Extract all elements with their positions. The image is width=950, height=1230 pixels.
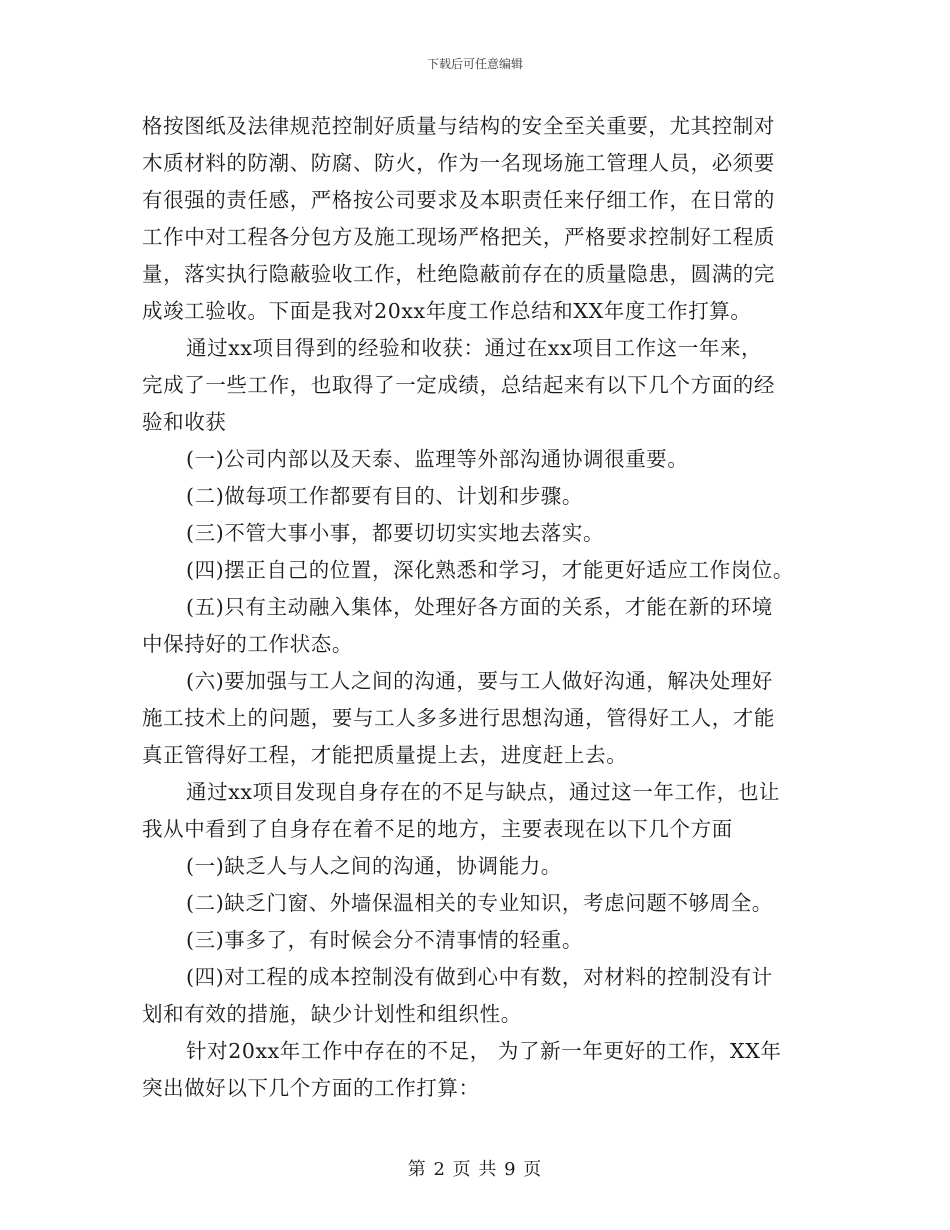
text-line: 木质材料的防潮、防腐、防火，作为一名现场施工管理人员，必须要: [142, 151, 775, 175]
text-line: (五)只有主动融入集体，处理好各方面的关系，才能在新的环境: [186, 595, 773, 619]
text-line: (一)缺乏人与人之间的沟通，协调能力。: [186, 854, 562, 878]
text-line: (四)对工程的成本控制没有做到心中有数，对材料的控制没有计: [186, 965, 773, 989]
text-line: (一)公司内部以及天泰、监理等外部沟通协调很重要。: [186, 447, 689, 471]
text-line: 量，落实执行隐蔽验收工作，杜绝隐蔽前存在的质量隐患，圆满的完: [142, 262, 775, 286]
text-line: (六)要加强与工人之间的沟通，要与工人做好沟通，解决处理好: [186, 669, 773, 693]
text-line: 验和收获: [142, 410, 227, 434]
text-line: 突出做好以下几个方面的工作打算：: [142, 1076, 480, 1100]
text-line: (二)做每项工作都要有目的、计划和步骤。: [186, 484, 583, 508]
text-line: 真正管得好工程，才能把质量提上去，进度赶上去。: [142, 743, 628, 767]
text-line: 针对20xx年工作中存在的不足， 为了新一年更好的工作，XX年: [186, 1039, 782, 1063]
text-line: 有很强的责任感，严格按公司要求及本职责任来仔细工作，在日常的: [142, 188, 775, 212]
text-line: 工作中对工程各分包方及施工现场严格把关，严格要求控制好工程质: [142, 225, 775, 249]
document-body: [142, 108, 810, 1107]
text-line: 成竣工验收。下面是我对20xx年度工作总结和XX年度工作打算。: [142, 299, 752, 323]
text-line: 格按图纸及法律规范控制好质量与结构的安全至关重要，尤其控制对: [142, 114, 775, 138]
text-line: 我从中看到了自身存在着不足的地方，主要表现在以下几个方面: [142, 817, 733, 841]
text-line: 施工技术上的问题，要与工人多多进行思想沟通，管得好工人，才能: [142, 706, 775, 730]
page-footer: 第 2 页 共 9 页: [407, 1159, 543, 1180]
page-header: 下载后可任意编辑: [426, 57, 523, 71]
text-line: (四)摆正自己的位置，深化熟悉和学习，才能更好适应工作岗位。: [186, 558, 794, 582]
text-line: 划和有效的措施，缺少计划性和组织性。: [142, 1002, 522, 1026]
text-line: (三)事多了，有时候会分不清事情的轻重。: [186, 928, 583, 952]
text-line: 中保持好的工作状态。: [142, 632, 353, 656]
text-line: (二)缺乏门窗、外墙保温相关的专业知识，考虑问题不够周全。: [186, 891, 773, 915]
text-line: (三)不管大事小事，都要切切实实地去落实。: [186, 521, 605, 545]
text-line: 完成了一些工作，也取得了一定成绩，总结起来有以下几个方面的经: [142, 373, 775, 397]
text-line: 通过xx项目得到的经验和收获：通过在xx项目工作这一年来，: [186, 336, 763, 360]
text-line: 通过xx项目发现自身存在的不足与缺点，通过这一年工作，也让: [186, 780, 781, 804]
